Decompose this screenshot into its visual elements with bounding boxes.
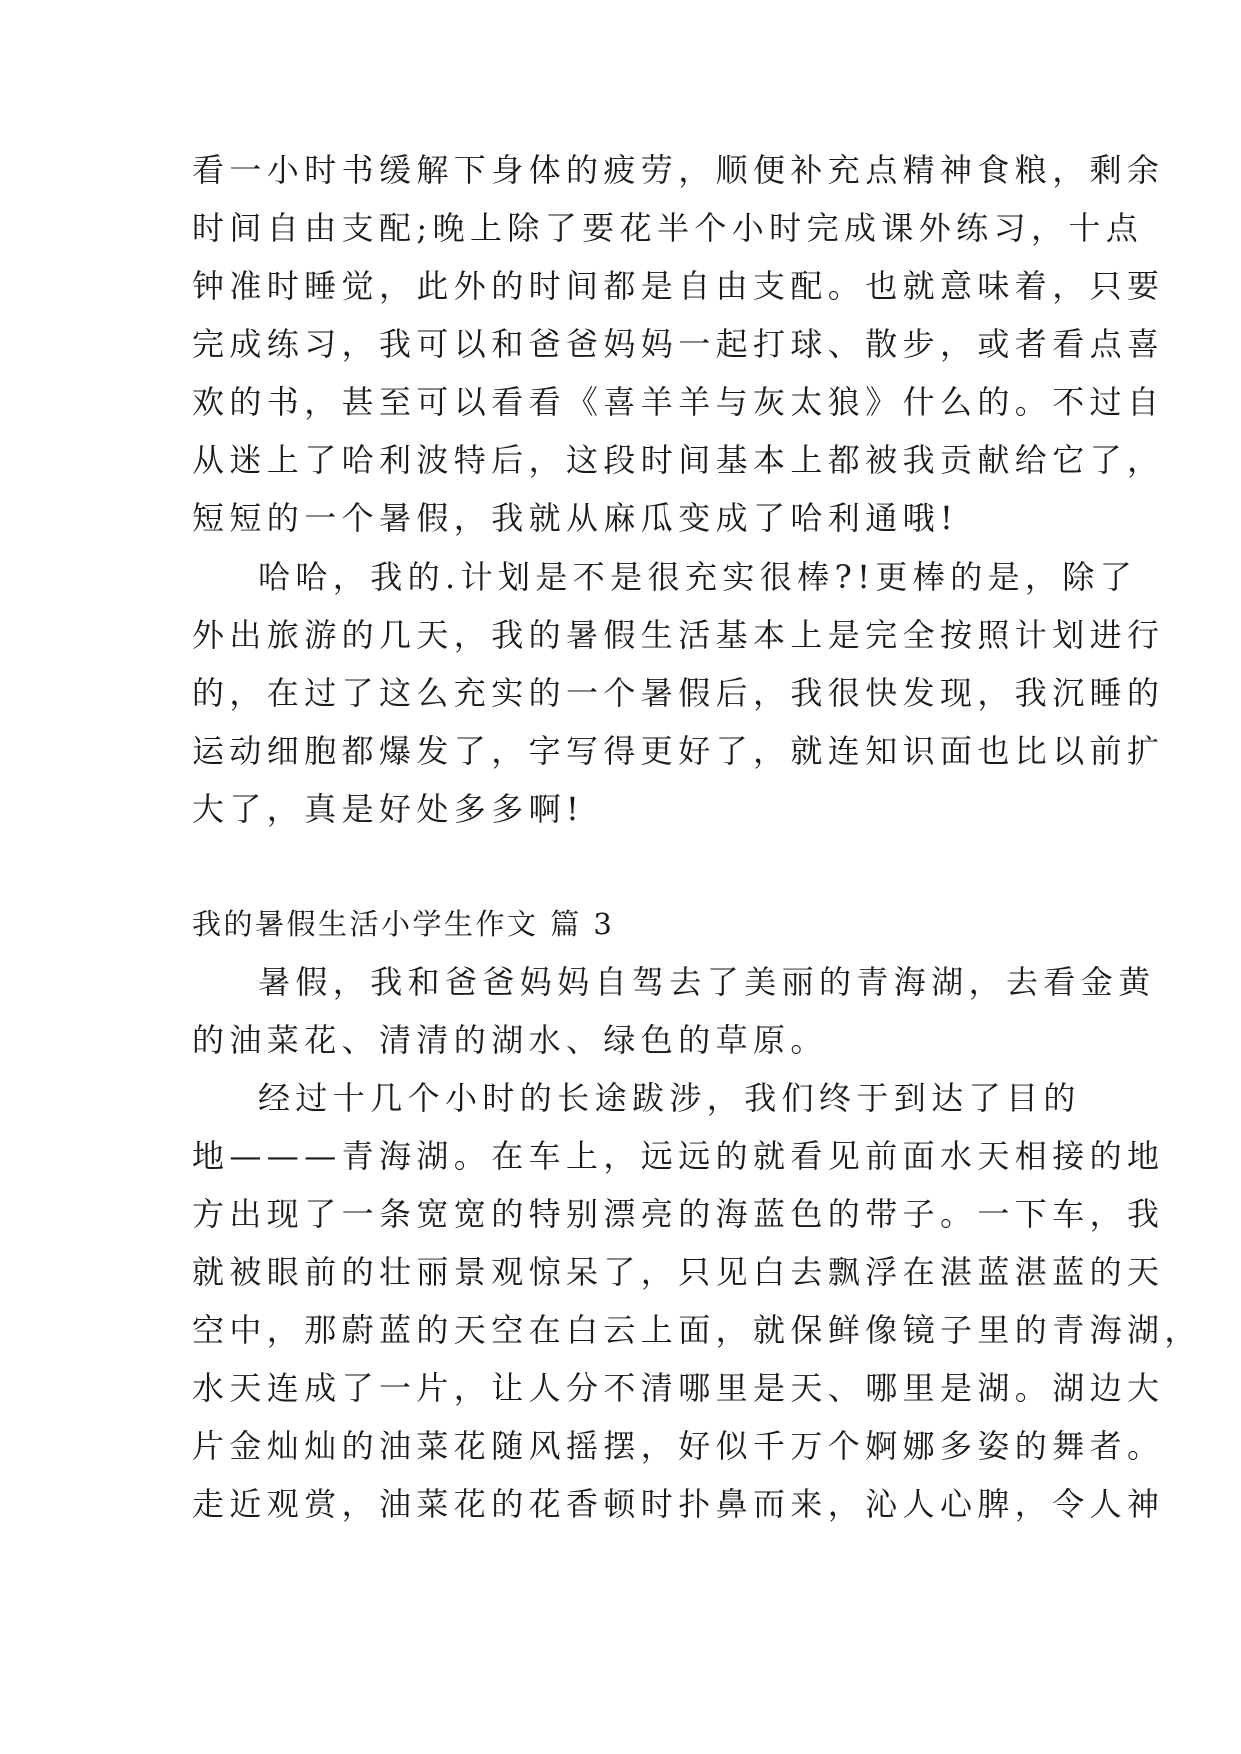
text-line: 经过十几个小时的长途跋涉，我们终于到达了目的 [258,1079,1081,1117]
section-heading: 我的暑假生活小学生作文 篇 3 [192,907,615,941]
text-line: 看一小时书缓解下身体的疲劳，顺便补充点精神食粮，剩余 [192,151,1165,189]
text-line: 暑假，我和爸爸妈妈自驾去了美丽的青海湖，去看金黄 [258,963,1156,1001]
text-line: 片金灿灿的油菜花随风摇摆，好似千万个婀娜多姿的舞者。 [192,1427,1165,1465]
text-line: 短短的一个暑假，我就从麻瓜变成了哈利通哦! [192,499,959,537]
text-line: 方出现了一条宽宽的特别漂亮的海蓝色的带子。一下车，我 [192,1195,1165,1233]
text-line: 的，在过了这么充实的一个暑假后，我很快发现，我沉睡的 [192,674,1165,712]
text-line: 走近观赏，油菜花的花香顿时扑鼻而来，沁人心脾，令人神 [192,1485,1165,1523]
text-line: 完成练习，我可以和爸爸妈妈一起打球、散步，或者看点喜 [192,325,1165,363]
text-line: 哈哈，我的.计划是不是很充实很棒?!更棒的是，除了 [258,558,1138,596]
text-line: 地———青海湖。在车上，远远的就看见前面水天相接的地 [192,1137,1165,1175]
text-line: 从迷上了哈利波特后，这段时间基本上都被我贡献给它了， [192,441,1165,479]
text-line: 外出旅游的几天，我的暑假生活基本上是完全按照计划进行 [192,616,1165,654]
text-line: 水天连成了一片，让人分不清哪里是天、哪里是湖。湖边大 [192,1369,1165,1407]
text-line: 欢的书，甚至可以看看《喜羊羊与灰太狼》什么的。不过自 [192,383,1165,421]
text-line: 大了，真是好处多多啊! [192,790,585,828]
text-line: 的油菜花、清清的湖水、绿色的草原。 [192,1021,828,1059]
text-line: 就被眼前的壮丽景观惊呆了，只见白去飘浮在湛蓝湛蓝的天 [192,1253,1165,1291]
text-line: 钟准时睡觉，此外的时间都是自由支配。也就意味着，只要 [192,267,1165,305]
text-line: 时间自由支配;晚上除了要花半个小时完成课外练习，十点 [192,209,1144,247]
text-line: 运动细胞都爆发了，字写得更好了，就连知识面也比以前扩 [192,732,1165,770]
text-line: 空中，那蔚蓝的天空在白云上面，就保鲜像镜子里的青海湖， [192,1311,1202,1349]
